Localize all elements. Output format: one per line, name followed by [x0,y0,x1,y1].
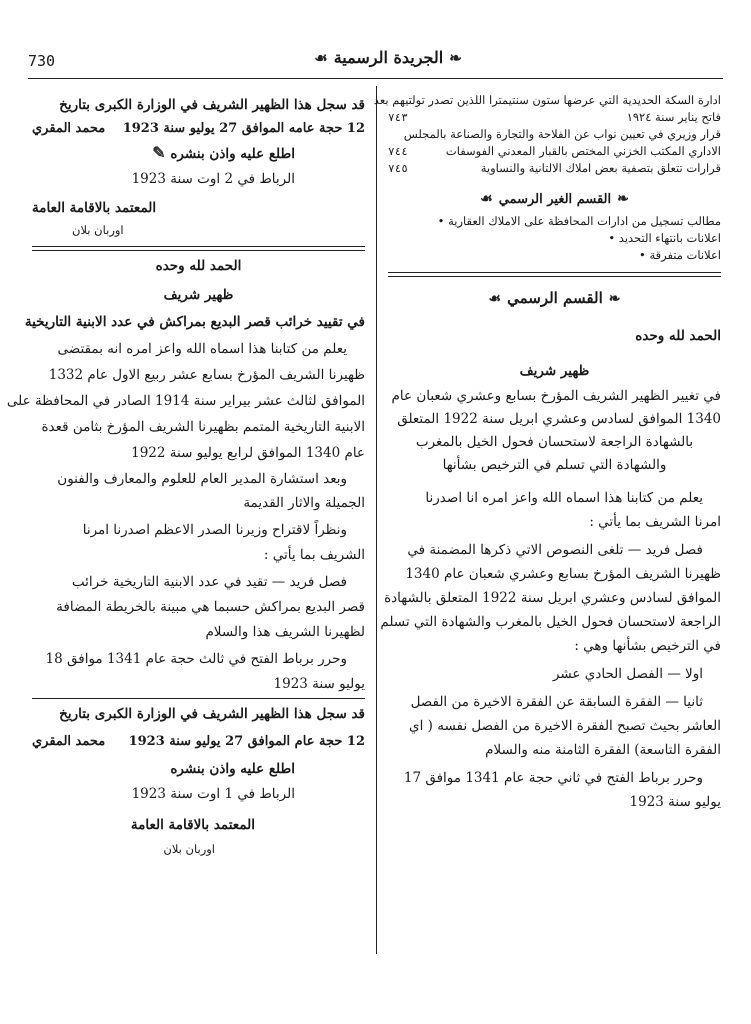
signatory-name: محمد المقري [32,121,106,136]
registration-line: قد سجل هذا الظهير الشريف في الوزارة الكبرى بتاريخ [59,706,365,722]
toc-entry: قرارات تتعلق بتصفية بعض املاك الالتانية والنساوية ٧٤٥ [388,161,721,175]
masthead [288,48,488,67]
signatory-name: محمد المقري [32,734,106,749]
section-divider [388,272,721,277]
dahir-body: يعلم من كتابنا هذا اسماه الله واعز امره انه بمقتضى ظهيرنا الشريف المؤرخ بسابع عشر ربيع الاول عام 1332 الموافق لثالث عشر بيراير سنة 1914 الصادر في المحافظة على الابنية التاريخية المتمم بظهيرنا الشريف المؤرخ بثامن قعدة عام 1340 الموافق لرابع يوليو سنة 1922 وبعد استشارة المدير العام للعلوم والمعارف والفنون الجميلة والاثار القديمة ونظراً لاقتراح وزيرنا الصدر الاعظم اصدرنا امرنا الشريف بما يأتي : فصل فريد — تقيد في عدد الابنية التاريخية خرائب قصر البديع بمراكش حسبما هي مبينة بالخريطة المضافة لظهيرنا الشريف هذا والسلام وحرر برباط الفتح في ثالث حجة عام 1341 موافق 18 يوليو سنة 1923 [6,341,365,692]
list-item: مطالب تسجيل من ادارات المحافظة على الاملاك العقارية • [437,214,721,228]
toc-entry: الاداري المكتب الخزني المختص بالقبار المعدني الفوسفات ٧٤٤ [388,144,721,158]
dahir-title: ظهير شريف [163,287,234,303]
resident-name: اوربان بلان [163,842,215,856]
nonofficial-list [388,213,721,264]
page-header [28,48,723,78]
registration-row: 12 حجة عامه الموافق 27 يوليو سنة 1923 محمد المقري [32,119,365,139]
dahir-body: يعلم من كتابنا هذا اسماه الله واعز امره انا اصدرنا امرنا الشريف بما يأتي : فصل فريد — تلغى النصوص الاتي ذكرها المضمنة في ظهيرنا الشريف المؤرخ بسابع وعشري شعبان عام 1340 الموافق لسادس وعشري ابريل سنة 1922 المتعلق بالشهادة الراجعة لاستحسان فحول الخيل بالمغرب والشهادة التي تسلم في الترخيص بشأنها وهي : اولا — الفصل الحادي عشر ثانيا — الفقرة السابقة عن الفقرة الاخيرة من الفصل العاشر بحيث تصبح الفقرة الاخيرة من الفصل نفسه ( اي الفقرة التاسعة) الفقرة الثامنة منه والسلام وحرر برباط الفتح في ثاني حجة عام 1341 موافق 17 يوليو سنة 1923 [380,490,721,810]
table-of-contents [373,92,721,177]
section-divider [32,698,365,699]
praise-heading: الحمد لله وحده [155,258,242,274]
list-item: اعلانات متفرقة • [639,248,721,262]
ornament-icon: ❧ [608,291,621,307]
ornament-icon: ☙ [480,191,493,207]
page-number: 730 [28,52,56,70]
list-item: اعلانات بانتهاء التحديد • [608,231,721,245]
toc-entry: فاتح يناير سنة ١٩٢٤ ٧٤٣ [388,110,721,124]
ornament-icon: ☙ [314,49,328,67]
registration-row: 12 حجة عام الموافق 27 يوليو سنة 1923 محمد المقري [32,732,365,752]
toc-entry: ادارة السكة الحديدية التي عرضها ستون سنتيمترا اللذين تصدر تولتيهم بعد [373,93,721,107]
resident-title: المعتمد بالاقامة العامة [32,200,157,216]
praise-heading: الحمد لله وحده [635,328,721,344]
rabat-date: الرباط في 2 اوت سنة 1923 [131,171,295,187]
nonofficial-section-title: ❧القسم الغير الرسمي☙ [388,191,721,207]
dahir-subject: في تغيير الظهير الشريف المؤرخ بسابع وعشري شعبان عام 1340 الموافق لسادس وعشري ابريل سنة 1922 المتعلق بالشهادة الراجعة لاستحسان فحول الخيل بالمغرب والشهادة التي تسلم في الترخيص بشأنها [391,388,721,473]
ornament-icon: ☙ [488,291,502,307]
dahir-title: ظهير شريف [519,363,590,379]
publication-approval: اطلع عليه واذن بنشره ✎ [152,143,295,162]
rabat-date: الرباط في 1 اوت سنة 1923 [131,786,295,802]
dahir-subject: في تقييد خرائب قصر البديع بمراكش في عدد الابنية التاريخية [24,314,365,330]
masthead-title: الجريدة الرسمية [333,48,444,67]
column-divider [376,86,377,954]
resident-name: اوربان بلان [72,223,124,237]
left-column [6,96,365,857]
toc-entry: قرار وزيري في تعيين نواب عن الفلاحة والتجارة والصناعة بالمجلس [403,127,721,141]
official-section-title: ❧القسم الرسمي☙ [388,289,721,307]
publication-approval: اطلع عليه واذن بنشره [170,761,295,777]
ornament-icon: ❧ [617,191,629,207]
registration-line: قد سجل هذا الظهير الشريف في الوزارة الكبرى بتاريخ [59,97,365,113]
header-divider [28,78,723,79]
right-column [373,92,721,812]
section-divider [32,246,365,251]
resident-title: المعتمد بالاقامة العامة [130,817,255,833]
ornament-icon: ❧ [449,49,462,67]
seal-icon: ✎ [152,143,166,162]
